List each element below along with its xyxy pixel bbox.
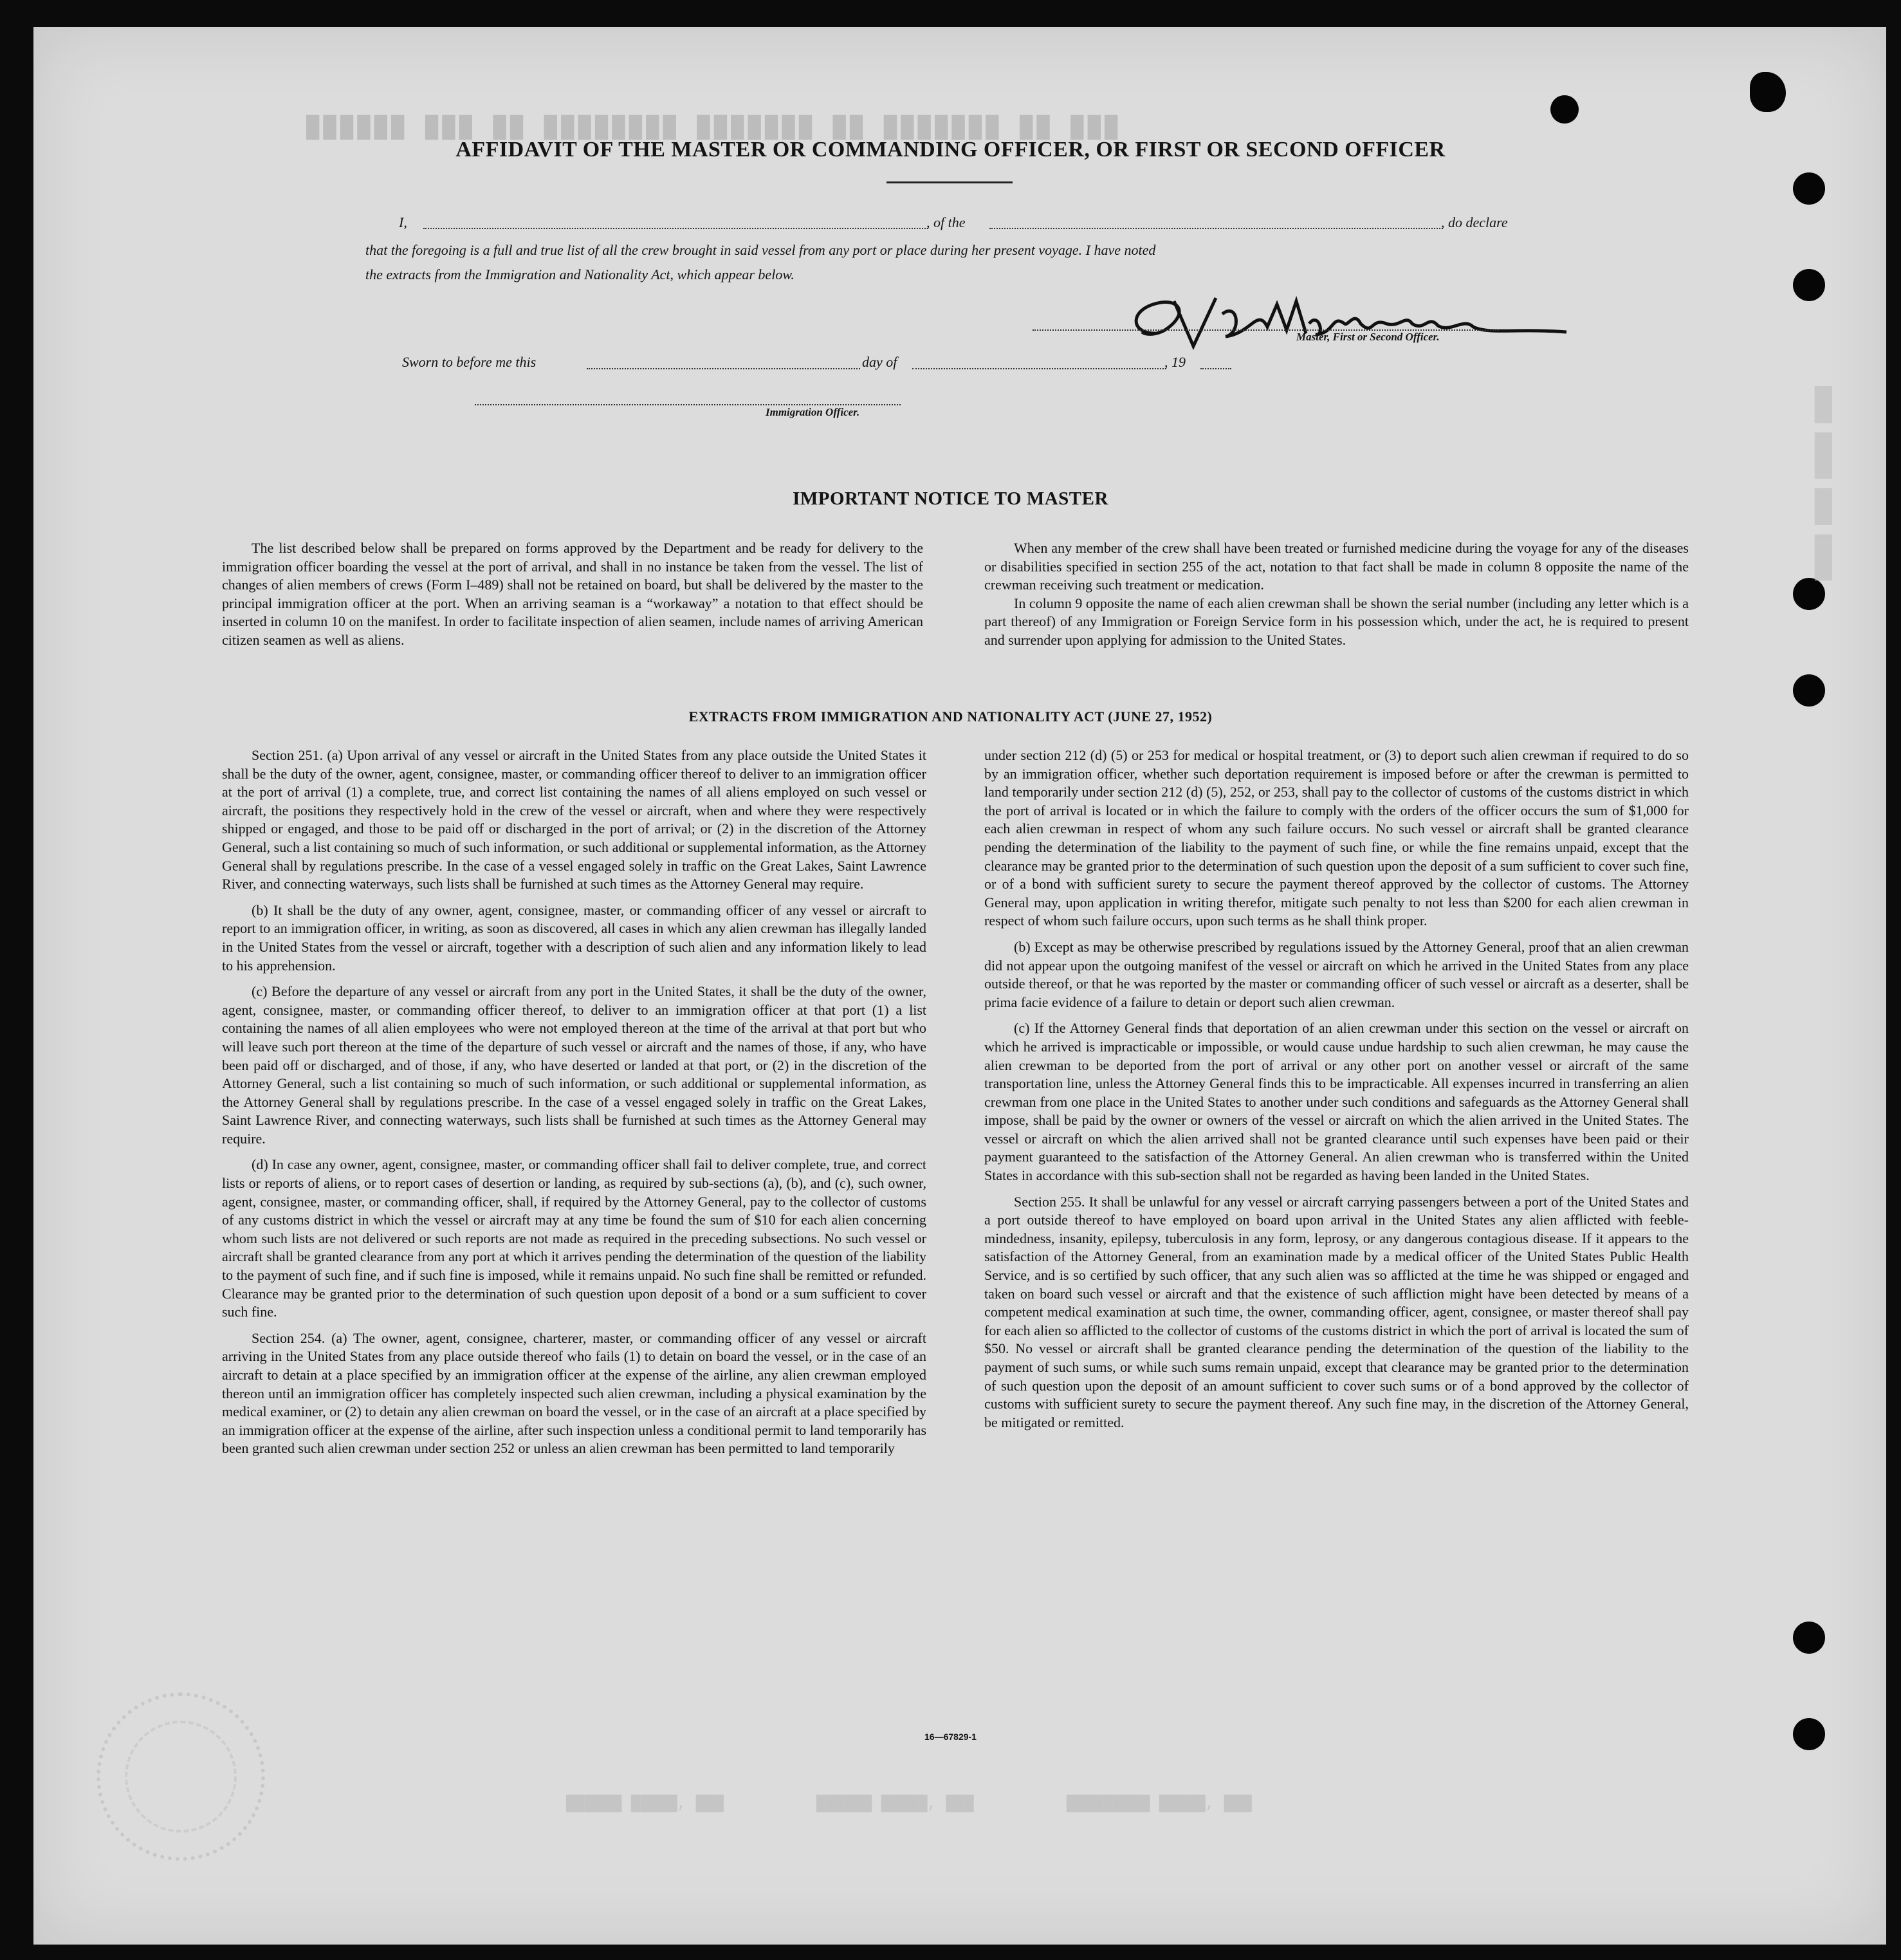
notice-title: IMPORTANT NOTICE TO MASTER	[793, 488, 1108, 509]
declaration-line-1: that the foregoing is a full and true list of all the crew brought in said vessel from any port or place during her present voyage. I have noted	[365, 242, 1156, 258]
punch-hole	[1793, 1622, 1825, 1654]
punch-hole	[1793, 578, 1825, 610]
notice-paragraph: When any member of the crew shall have been treated or furnished medicine during the voyage for any of the diseases or disabilities specified in section 255 of the act, notation to that fact shall be made in column 8 opposite the name of the crewman receiving such treatment or medication.	[984, 540, 1689, 593]
sworn-day-field[interactable]	[587, 368, 860, 369]
signer-caption: Master, First or Second Officer.	[1296, 331, 1440, 343]
day-of-label: day of	[862, 354, 897, 370]
affidavit-title: AFFIDAVIT OF THE MASTER OR COMMANDING OFFICER, OR FIRST OR SECOND OFFICER	[455, 138, 1446, 162]
sworn-month-field[interactable]	[912, 368, 1166, 369]
section-251a: Section 251. (a) Upon arrival of any vessel or aircraft in the United States from any place outside the United States it shall be the duty of the owner, agent, consignee, master, or commanding officer thereof to deliver to an immigration officer at the port of arrival (1) a complete, true, and correct list containing the names of all aliens employed on such vessel or aircraft, the positions they respectively hold in the crew of the vessel or aircraft, when and where they were respectively shipped or engaged, and those to be paid off or discharged in the port of arrival; or (2) in the discretion of the Attorney General, such a list containing so much of such information, or such additional or supplemental information, as the Attorney General shall by regulations prescribe. In the case of a vessel engaged solely in traffic on the Great Lakes, Saint Lawrence River, and connecting waterways, such lists shall be furnished at such times as the Attorney General may require.	[222, 747, 926, 892]
form-code: 16—67829-1	[924, 1732, 977, 1742]
officer-caption: Immigration Officer.	[766, 406, 860, 418]
section-251b: (b) It shall be the duty of any owner, agent, consignee, master, or commanding officer of any vessel or aircraft to report to an immigration officer, in writing, as soon as discovered, all cases in which any alien crewman has illegally landed in the United States from the vessel or aircraft, together with a description of such alien and any information likely to lead to his apprehension.	[222, 901, 926, 974]
extracts-title: EXTRACTS FROM IMMIGRATION AND NATIONALITY ACT (JUNE 27, 1952)	[688, 708, 1213, 725]
year-label: , 19	[1164, 354, 1186, 370]
notice-paragraph: The list described below shall be prepared on forms approved by the Department and be ready for delivery to the immigration officer boarding the vessel at the port of arrival, and shall in no instance be taken from the vessel. The list of changes of alien members of crews (Form I–489) shall not be retained on board, but shall be delivered by the master to the principal immigration officer at the port. When an arriving seaman is a “workaway” a notation to that effect should be inserted in column 10 on the manifest. In order to facilitate inspection of alien seamen, include names of arriving American citizen seamen as well as aliens.	[222, 540, 923, 648]
section-254b: (b) Except as may be otherwise prescribed by regulations issued by the Attorney General, proof that an alien crewman did not appear upon the outgoing manifest of the vessel or aircraft on which he arrived in the United States from any place outside thereof, or that he was reported by the master or commanding officer of such vessel or aircraft as a deserter, shall be prima facie evidence of a failure to detain or deport such alien crewman.	[984, 938, 1689, 1010]
reverse-side-bleedthrough: ████ █████ ████ █████	[1814, 386, 1832, 581]
title-rule	[886, 181, 1013, 183]
punch-hole	[1793, 674, 1825, 707]
of-the-label: , of the	[926, 214, 966, 230]
section-254a-continued: under section 212 (d) (5) or 253 for medical or hospital treatment, or (3) to deport such alien crewman if required to do so by an immigration officer, whether such deportation requirement is imposed before or after the crewman is permitted to land temporarily under section 212 (d) (5), 252, or 253, shall pay to the collector of customs of the customs district in which the port of arrival is located or in which the failure to comply with the orders of the officer occurs the sum of $1,000 for each alien crewman in respect of whom any such failure occurs. No such vessel or aircraft shall be granted clearance pending the determination of the liability to the payment of such fine, or while the fine remains unpaid, except that the clearance may be granted prior to the determination of such question upon the deposit of a sum sufficient to cover such fine, or of a bond with sufficient surety to secure the payment thereof approved by the collector of customs. The Attorney General may, upon application in writing therefor, mitigate such penalty to not less than $200 for each alien crewman in respect of whom such failure occurs, upon such terms as he shall think proper.	[984, 747, 1689, 929]
punch-hole	[1793, 172, 1825, 205]
punch-hole	[1550, 95, 1579, 124]
sworn-year-field[interactable]	[1200, 368, 1231, 369]
reverse-side-bleedthrough: ███ ██ ███████ ██ ███████ ████████ ██ ███ ██████	[302, 116, 1118, 140]
punch-hole	[1750, 72, 1786, 112]
section-255: Section 255. It shall be unlawful for any vessel or aircraft carrying passengers between a port of the United States and a port outside thereof to have employed on board upon arrival in the United States any alien afflicted with feeble-mindedness, insanity, epilepsy, tuberculosis in any form, leprosy, or any dangerous contagious disease. If it appears to the satisfaction of the Attorney General, from an examination made by a medical officer of the United States Public Health Service, and is so certified by such officer, that any such alien was so afflicted at the time he was shipped or engaged and taken on board such vessel or aircraft and that the existence of such affliction might have been detected by means of a competent medical examination at such time, the owner, commanding officer, agent, consignee, or master thereof shall pay for each alien so afflicted to the collector of customs of the customs district in which the port of arrival is located the sum of $50. No vessel or aircraft shall be granted clearance pending the determination of the question of the liability to the payment of such sums, or while such sums remain unpaid, except that clearance may be granted prior to the determination of such question upon the deposit of an amount sufficient to cover such sums or of a bond approved by the collector of customs with sufficient surety to secure the payment thereof. Any such fine may, in the discretion of the Attorney General, be mitigated or remitted.	[984, 1193, 1689, 1430]
master-name-field[interactable]	[423, 228, 928, 229]
extracts-right-column	[984, 746, 1689, 1439]
sworn-label: Sworn to before me this	[402, 354, 537, 370]
immigration-officer-signature-line[interactable]	[475, 404, 901, 405]
do-declare-label: , do declare	[1441, 214, 1508, 230]
faded-seal-stamp	[96, 1692, 265, 1861]
notice-left-column	[222, 539, 923, 658]
vessel-name-field[interactable]	[989, 228, 1443, 229]
section-251d: (d) In case any owner, agent, consignee, master, or commanding officer shall fail to deliver complete, true, and correct lists or reports of aliens, or to report cases of desertion or landing, as required by sub-sections (a), (b), and (c), such owner, agent, consignee, master, or commanding officer, shall, if required by the Attorney General, pay to the collector of customs of any customs district in which the vessel or aircraft may at any time be found the sum of $10 for each alien concerning whom such lists are not delivered or such reports are not made as required in the preceding subsections. No such vessel or aircraft shall be granted clearance from any port at which it arrives pending the determination of the question of the liability to the payment of such fine, and if such fine is imposed, while it remains unpaid. No such fine shall be remitted or refunded. Clearance may be granted prior to the determination of such question upon deposit of a bond or a sum sufficient to cover such fine.	[222, 1156, 926, 1320]
declaration-line-2: the extracts from the Immigration and Nationality Act, which appear below.	[365, 266, 794, 282]
reverse-side-bleedthrough: ██████ █████, ███ ██████ █████, ███ █████████ █████, ███	[566, 1795, 1252, 1813]
section-254a: Section 254. (a) The owner, agent, consignee, charterer, master, or commanding officer of any vessel or aircraft arriving in the United States from any place outside thereof who fails (1) to detain on board the vessel, or in the case of an aircraft to detain at a place specified by an immigration officer at the expense of the airline, any alien crewman employed thereon until an immigration officer has completely inspected such alien crewman, including a physical examination by the medical examiner, or (2) to detain any alien crewman on board the vessel, or in the case of an aircraft at a place specified by an immigration officer at the expense of the airline, after such inspection unless a conditional permit to land temporarily has been granted such alien crewman under section 252 or unless an alien crewman has been permitted to land temporarily	[222, 1329, 926, 1457]
master-signature	[1103, 288, 1573, 359]
i-label: I,	[399, 214, 407, 230]
section-254c: (c) If the Attorney General finds that deportation of an alien crewman under this section on the vessel or aircraft on which he arrived is impracticable or impossible, or would cause undue hardship to such alien crewman, he may cause the alien crewman to be deported from the port of arrival or any other port on another vessel or aircraft of the same transportation line, unless the Attorney General finds this to be impracticable. All expenses incurred in transferring an alien crewman from one place in the United States to another under such conditions and safeguards as the Attorney General shall impose, shall be paid by the owner or owners of the vessel or aircraft on which the alien arrived in the United States. The vessel or aircraft on which the alien arrived shall not be granted clearance until such expenses have been paid or their payment guaranteed to the satisfaction of the Attorney General. An alien crewman who is transferred within the United States in accordance with this sub-section shall not be regarded as having been landed in the United States.	[984, 1020, 1689, 1184]
section-251c: (c) Before the departure of any vessel or aircraft from any port in the United States, it shall be the duty of the owner, agent, consignee, master, or commanding officer thereof, to deliver to an immigration officer at that port (1) a list containing the names of all alien employees who were not employed thereon at the time of the arrival at that port but who will leave such port thereon at the time of the departure of such vessel or aircraft and the names of those, if any, who have been paid off or discharged, and of those, if any, who have deserted or landed at that port, or (2) in the discretion of the Attorney General, such a list containing so much of such information, or such additional or supplemental information, as the Attorney General shall by regulations prescribe. In the case of a vessel engaged solely in traffic on the Great Lakes, Saint Lawrence River, and connecting waterways, such lists shall be furnished at such times as the Attorney General may require.	[222, 983, 926, 1147]
extracts-left-column	[222, 746, 926, 1466]
notice-paragraph: In column 9 opposite the name of each alien crewman shall be shown the serial number (including any letter which is a part thereof) of any Immigration or Foreign Service form in his possession which, under the act, he is required to present and surrender upon applying for admission to the United States.	[984, 595, 1689, 648]
notice-right-column	[984, 539, 1689, 658]
punch-hole	[1793, 269, 1825, 301]
